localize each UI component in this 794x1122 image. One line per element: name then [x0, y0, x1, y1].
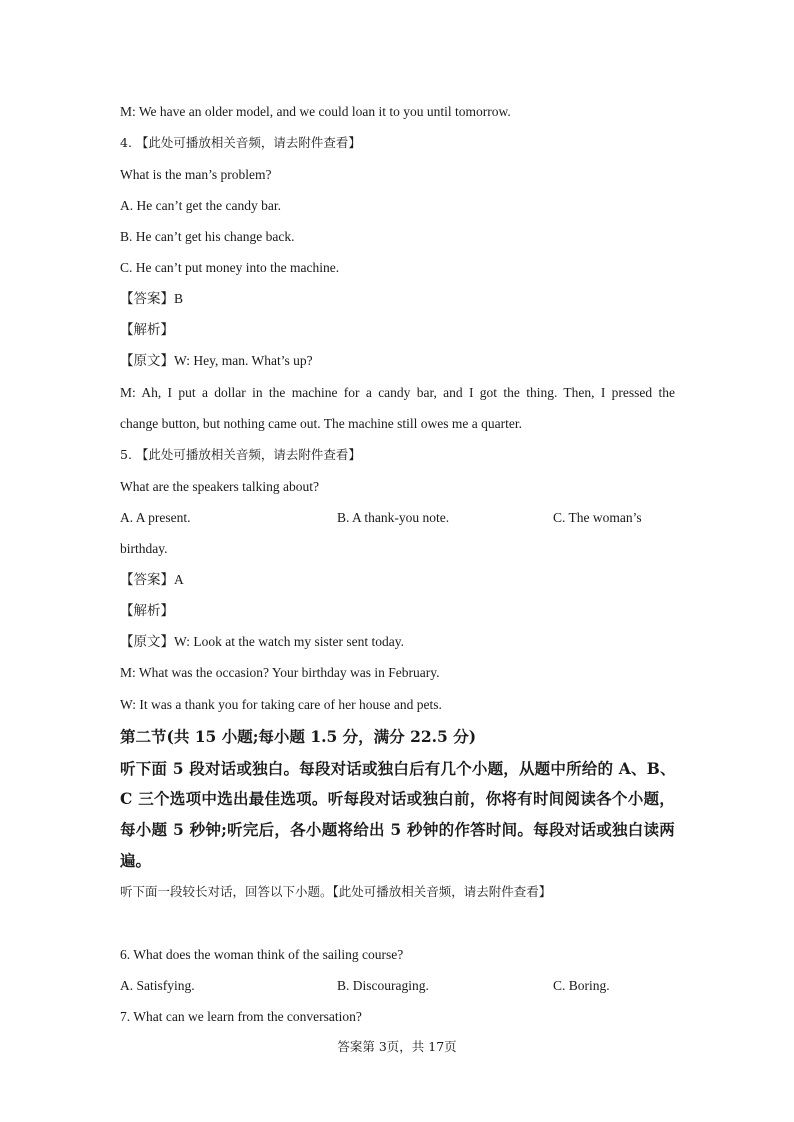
- question-4-option-a: A. He can’t get the candy bar.: [120, 198, 281, 213]
- question-5-header-text: 5. 【此处可播放相关音频，请去附件查看】: [120, 447, 361, 462]
- question-5-option-c: C. The woman’s: [553, 510, 642, 525]
- question-4-option-c: C. He can’t put money into the machine.: [120, 260, 340, 275]
- question-5-option-a: A. A present.: [120, 510, 191, 525]
- question-5-dialogue-w: W: It was a thank you for taking care of her house and pets.: [120, 697, 442, 712]
- question-5-answer: 【答案】A: [120, 572, 184, 587]
- question-6-text: 6. What does the woman think of the sailing course?: [120, 947, 404, 962]
- question-5-option-b: B. A thank-you note.: [337, 510, 450, 525]
- question-4-text: What is the man’s problem?: [120, 167, 272, 182]
- long-dialogue-instruction: [120, 883, 551, 901]
- question-5-option-c-continued: birthday.: [120, 541, 168, 556]
- question-4-header: [120, 134, 361, 152]
- question-4-header-text: 4. 【此处可播放相关音频，请去附件查看】: [120, 135, 361, 150]
- question-6-option-c: C. Boring.: [553, 978, 610, 993]
- question-4-analysis-label: 【解析】: [120, 322, 174, 337]
- section-2-instructions-line-2: C 三个选项中选出最佳选项。听每段对话或独白前，你将有时间阅读各个小题，: [120, 789, 675, 808]
- question-4-option-b: B. He can’t get his change back.: [120, 229, 295, 244]
- question-4-answer: 【答案】B: [120, 291, 184, 306]
- question-6-option-b: B. Discouraging.: [337, 978, 429, 993]
- section-2-instructions-line-3: 每小题 5 秒钟;听完后，各小题将给出 5 秒钟的作答时间。每段对话或独白读两: [120, 820, 675, 839]
- page-footer: 答案第 3页，共 17页: [337, 1039, 457, 1054]
- question-6-option-a: A. Satisfying.: [120, 978, 195, 993]
- section-2-instructions-line-1: 听下面 5 段对话或独白。每段对话或独白后有几个小题，从题中所给的 A、B、: [120, 759, 676, 778]
- question-5-analysis-label: 【解析】: [120, 603, 174, 618]
- question-7-text: 7. What can we learn from the conversation?: [120, 1009, 362, 1024]
- question-5-text: What are the speakers talking about?: [120, 479, 320, 494]
- question-4-dialogue-line-1: M: Ah, I put a dollar in the machine for a candy bar, and I got the thing. Then, I pressed the: [120, 385, 675, 400]
- dialogue-line: M: We have an older model, and we could loan it to you until tomorrow.: [120, 104, 511, 119]
- question-4-transcript: 【原文】W: Hey, man. What’s up?: [120, 353, 313, 368]
- question-4-dialogue-line-2: change button, but nothing came out. The machine still owes me a quarter.: [120, 416, 523, 431]
- question-5-dialogue-m: M: What was the occasion? Your birthday was in February.: [120, 665, 440, 680]
- section-2-instructions-line-4: 遍。: [120, 851, 152, 870]
- question-5-transcript: 【原文】W: Look at the watch my sister sent today.: [120, 634, 404, 649]
- question-5-header: [120, 446, 361, 464]
- section-2-title: 第二节(共 15 小题;每小题 1.5 分，满分 22.5 分): [120, 727, 477, 746]
- long-dialogue-instruction-text: 听下面一段较长对话，回答以下小题。【此处可播放相关音频，请去附件查看】: [120, 884, 552, 899]
